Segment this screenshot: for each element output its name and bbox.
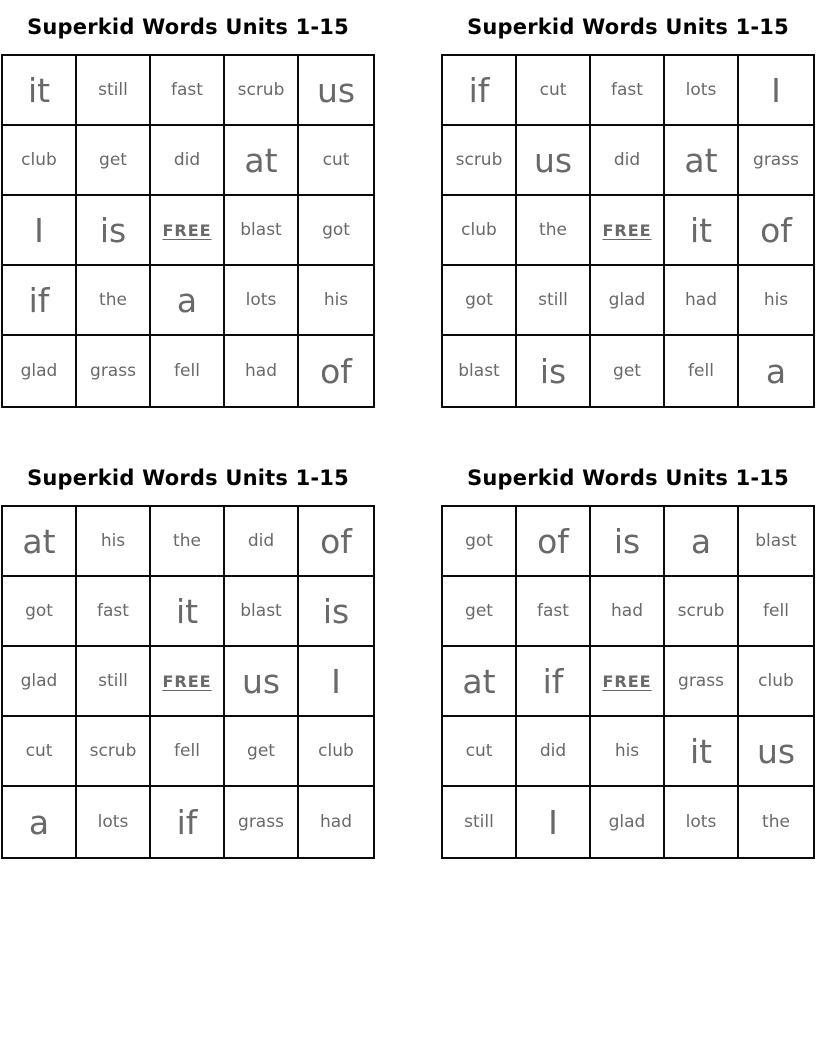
word-label: it — [689, 210, 713, 250]
word-label: did — [613, 150, 641, 170]
bingo-cell — [151, 266, 225, 336]
bingo-cell — [225, 647, 299, 717]
bingo-cell — [299, 647, 373, 717]
word-label: if — [542, 661, 564, 701]
bingo-cell — [299, 787, 373, 857]
bingo-cell — [3, 787, 77, 857]
word-label: is — [322, 591, 350, 631]
bingo-cell — [443, 647, 517, 717]
bingo-cell — [3, 336, 77, 406]
word-label: is — [99, 210, 127, 250]
bingo-cell — [665, 56, 739, 126]
word-label: of — [537, 521, 569, 561]
bingo-cell — [665, 717, 739, 787]
bingo-cell — [3, 577, 77, 647]
bingo-cell — [151, 507, 225, 577]
bingo-cell — [3, 196, 77, 266]
bingo-cell — [77, 577, 151, 647]
word-label: lots — [685, 80, 717, 100]
word-label: club — [318, 741, 354, 761]
bingo-cell — [665, 507, 739, 577]
bingo-cell — [225, 266, 299, 336]
word-label: get — [247, 741, 275, 761]
bingo-cell — [225, 717, 299, 787]
bingo-cell — [443, 717, 517, 787]
bingo-cell — [665, 266, 739, 336]
word-label: cut — [465, 741, 493, 761]
word-label: fell — [763, 601, 789, 621]
bingo-cell — [77, 196, 151, 266]
bingo-cell — [665, 647, 739, 717]
word-label: lots — [97, 812, 129, 832]
word-label: had — [611, 601, 643, 621]
word-label: grass — [238, 812, 284, 832]
word-label: still — [464, 812, 494, 832]
bingo-cell — [739, 336, 813, 406]
bingo-cell — [591, 717, 665, 787]
word-label: us — [533, 140, 573, 180]
bingo-cell — [151, 56, 225, 126]
bingo-cell — [225, 507, 299, 577]
bingo-cell — [299, 507, 373, 577]
word-label: at — [244, 140, 278, 180]
bingo-cell — [517, 196, 591, 266]
bingo-cell — [739, 577, 813, 647]
word-label: fast — [171, 80, 203, 100]
word-label: grass — [678, 671, 724, 691]
word-label: still — [98, 671, 128, 691]
bingo-cell — [299, 266, 373, 336]
word-label: blast — [755, 531, 797, 551]
bingo-cell — [443, 126, 517, 196]
word-label: the — [762, 812, 790, 832]
bingo-cell — [151, 577, 225, 647]
bingo-cell — [299, 577, 373, 647]
bingo-cell — [665, 577, 739, 647]
bingo-cell — [151, 336, 225, 406]
word-label: glad — [20, 361, 58, 381]
word-label: had — [685, 290, 717, 310]
bingo-card-bottom-left — [1, 463, 375, 859]
card-title: Superkid Words Units 1-15 — [27, 15, 349, 39]
bingo-cell — [225, 577, 299, 647]
word-label: us — [316, 70, 356, 110]
bingo-cell — [443, 56, 517, 126]
word-label: his — [323, 290, 349, 310]
bingo-cell — [739, 787, 813, 857]
bingo-cell — [517, 336, 591, 406]
bingo-cell — [443, 336, 517, 406]
word-label: grass — [753, 150, 799, 170]
free-cell — [591, 196, 665, 266]
bingo-cell — [739, 56, 813, 126]
word-label: the — [99, 290, 127, 310]
bingo-cell — [591, 577, 665, 647]
word-label: fast — [611, 80, 643, 100]
free-cell — [151, 196, 225, 266]
bingo-cell — [443, 196, 517, 266]
bingo-cell — [665, 336, 739, 406]
bingo-cell — [3, 126, 77, 196]
word-label: got — [465, 290, 493, 310]
bingo-cell — [517, 56, 591, 126]
word-label: had — [245, 361, 277, 381]
bingo-cell — [443, 577, 517, 647]
bingo-cell — [151, 717, 225, 787]
bingo-cell — [665, 196, 739, 266]
bingo-cell — [225, 196, 299, 266]
bingo-cell — [3, 647, 77, 717]
free-label: FREE — [162, 220, 212, 240]
word-label: lots — [685, 812, 717, 832]
word-label: club — [758, 671, 794, 691]
word-label: the — [173, 531, 201, 551]
bingo-cell — [591, 126, 665, 196]
bingo-cell — [3, 56, 77, 126]
word-label: us — [756, 731, 796, 771]
word-label: scrub — [89, 741, 137, 761]
word-label: grass — [90, 361, 136, 381]
bingo-cell — [665, 126, 739, 196]
bingo-cell — [443, 787, 517, 857]
bingo-cell — [739, 507, 813, 577]
bingo-cell — [77, 266, 151, 336]
bingo-cell — [591, 336, 665, 406]
word-label: fast — [97, 601, 129, 621]
free-label: FREE — [162, 671, 212, 691]
bingo-cell — [225, 787, 299, 857]
word-label: I — [331, 661, 341, 701]
free-cell — [151, 647, 225, 717]
word-label: fell — [174, 361, 200, 381]
bingo-grid — [1, 505, 375, 859]
bingo-cell — [443, 507, 517, 577]
word-label: got — [322, 220, 350, 240]
word-label: fell — [688, 361, 714, 381]
bingo-cell — [299, 717, 373, 787]
word-label: a — [690, 521, 712, 561]
word-label: I — [771, 70, 781, 110]
bingo-grid — [441, 505, 815, 859]
bingo-cell — [225, 56, 299, 126]
word-label: of — [760, 210, 792, 250]
bingo-cell — [591, 787, 665, 857]
word-label: cut — [322, 150, 350, 170]
card-title: Superkid Words Units 1-15 — [27, 466, 349, 490]
word-label: still — [98, 80, 128, 100]
word-label: scrub — [677, 601, 725, 621]
word-label: us — [241, 661, 281, 701]
word-label: at — [684, 140, 718, 180]
bingo-cell — [3, 266, 77, 336]
word-label: if — [176, 802, 198, 842]
bingo-cell — [151, 126, 225, 196]
bingo-cell — [77, 717, 151, 787]
bingo-cell — [443, 266, 517, 336]
word-label: of — [320, 351, 352, 391]
bingo-cell — [299, 126, 373, 196]
word-label: get — [613, 361, 641, 381]
word-label: his — [763, 290, 789, 310]
word-label: fast — [537, 601, 569, 621]
word-label: is — [613, 521, 641, 561]
word-label: blast — [240, 220, 282, 240]
bingo-cell — [591, 266, 665, 336]
bingo-cell — [517, 577, 591, 647]
bingo-cell — [151, 787, 225, 857]
word-label: scrub — [237, 80, 285, 100]
bingo-cell — [299, 56, 373, 126]
bingo-cell — [517, 717, 591, 787]
word-label: it — [175, 591, 199, 631]
bingo-cell — [3, 507, 77, 577]
free-cell — [591, 647, 665, 717]
word-label: blast — [240, 601, 282, 621]
word-label: club — [21, 150, 57, 170]
word-label: if — [28, 280, 50, 320]
bingo-cell — [739, 647, 813, 717]
bingo-card-top-left — [1, 12, 375, 408]
card-title: Superkid Words Units 1-15 — [467, 15, 789, 39]
word-label: at — [22, 521, 56, 561]
bingo-cell — [299, 196, 373, 266]
word-label: the — [539, 220, 567, 240]
free-label: FREE — [602, 220, 652, 240]
word-label: did — [539, 741, 567, 761]
bingo-cell — [591, 56, 665, 126]
word-label: did — [247, 531, 275, 551]
word-label: if — [468, 70, 490, 110]
word-label: is — [539, 351, 567, 391]
word-label: a — [28, 802, 50, 842]
word-label: scrub — [455, 150, 503, 170]
bingo-cell — [77, 787, 151, 857]
word-label: of — [320, 521, 352, 561]
word-label: got — [25, 601, 53, 621]
bingo-cell — [77, 336, 151, 406]
word-label: glad — [608, 290, 646, 310]
word-label: lots — [245, 290, 277, 310]
bingo-cell — [77, 56, 151, 126]
word-label: it — [27, 70, 51, 110]
bingo-cell — [3, 717, 77, 787]
word-label: still — [538, 290, 568, 310]
bingo-cell — [739, 196, 813, 266]
bingo-grid — [1, 54, 375, 408]
word-label: at — [462, 661, 496, 701]
word-label: a — [176, 280, 198, 320]
word-label: glad — [20, 671, 58, 691]
word-label: it — [689, 731, 713, 771]
bingo-cell — [299, 336, 373, 406]
bingo-cell — [517, 126, 591, 196]
word-label: cut — [25, 741, 53, 761]
word-label: glad — [608, 812, 646, 832]
bingo-card-top-right — [441, 12, 815, 408]
word-label: his — [100, 531, 126, 551]
bingo-cell — [517, 647, 591, 717]
word-label: I — [34, 210, 44, 250]
bingo-cell — [517, 266, 591, 336]
word-label: his — [614, 741, 640, 761]
bingo-cell — [77, 647, 151, 717]
word-label: did — [173, 150, 201, 170]
bingo-cell — [517, 787, 591, 857]
word-label: cut — [539, 80, 567, 100]
bingo-cell — [665, 787, 739, 857]
bingo-cell — [739, 717, 813, 787]
word-label: get — [99, 150, 127, 170]
bingo-cell — [225, 126, 299, 196]
word-label: blast — [458, 361, 500, 381]
free-label: FREE — [602, 671, 652, 691]
word-label: I — [548, 802, 558, 842]
word-label: get — [465, 601, 493, 621]
word-label: got — [465, 531, 493, 551]
bingo-card-bottom-right — [441, 463, 815, 859]
bingo-cell — [739, 126, 813, 196]
word-label: fell — [174, 741, 200, 761]
bingo-cell — [77, 507, 151, 577]
bingo-cell — [77, 126, 151, 196]
bingo-cell — [225, 336, 299, 406]
word-label: a — [765, 351, 787, 391]
bingo-cell — [517, 507, 591, 577]
card-title: Superkid Words Units 1-15 — [467, 466, 789, 490]
bingo-cell — [591, 507, 665, 577]
word-label: had — [320, 812, 352, 832]
word-label: club — [461, 220, 497, 240]
bingo-grid — [441, 54, 815, 408]
bingo-cell — [739, 266, 813, 336]
